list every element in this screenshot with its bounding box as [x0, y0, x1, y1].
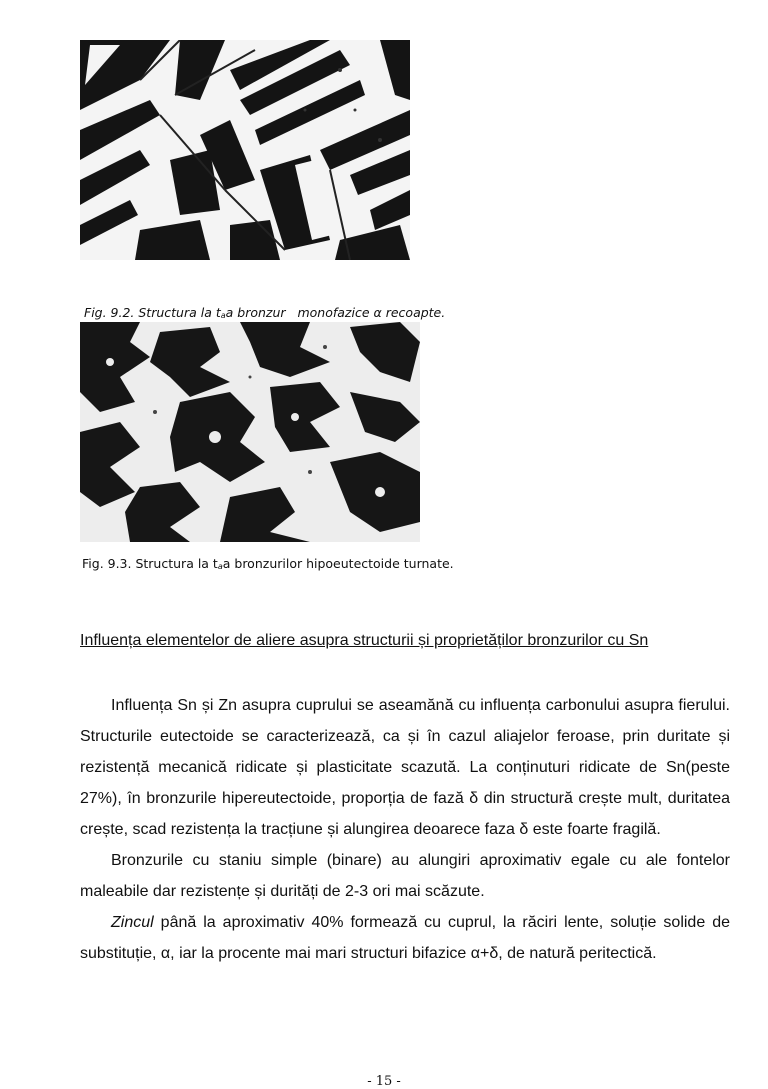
- paragraph: Influența Sn și Zn asupra cuprului se aseamănă cu influența carbonului asupra fierului. Structurile eutectoide se caracterizează, ca și în cazul aliajelor feroase, prin duritate și rezistență mecanică ridicate și plasticitate scazută. La conținuturi ridicate de Sn(peste 27%), în bronzurile hipereutectoide, proporția de fază δ din structură crește mult, duritatea crește, scad rezistența la tracțiune și alungirea deoarece faza δ este foarte fragilă.: [80, 697, 730, 838]
- paragraph-rest: până la aproximativ 40% formează cu cuprul, la răciri lente, soluție solide de substituție, α, iar la procente mai mari structuri bifazice α+δ, de natură peritectică.: [80, 914, 730, 962]
- body-text: [80, 690, 730, 969]
- micrograph-alpha-annealed-image: [80, 40, 410, 260]
- caption-subscript: a: [217, 562, 223, 571]
- italic-term: Zincul: [111, 914, 154, 931]
- caption-subscript: a: [220, 311, 226, 320]
- caption-text: a bronzurilor hipoeutectoide turnate.: [222, 556, 454, 571]
- figure-9-3-caption: [82, 556, 454, 571]
- paragraph: Bronzurile cu staniu simple (binare) au alungiri aproximativ egale cu ale fontelor maleabile dar rezistențe și durități de 2-3 ori mai scăzute.: [80, 852, 730, 900]
- figure-9-2-micrograph: [80, 40, 410, 260]
- figure-9-2-caption: [84, 305, 445, 320]
- micrograph-hypoeutectoid-cast-image: [80, 322, 420, 542]
- section-heading: Influența elementelor de aliere asupra structurii și proprietăților bronzurilor cu Sn: [80, 632, 649, 649]
- caption-text: Fig. 9.3. Structura la t: [82, 556, 218, 571]
- paragraph: [80, 907, 730, 969]
- caption-text: a bronzur monofazice α recoapte.: [225, 305, 446, 320]
- caption-text: Fig. 9.2. Structura la t: [84, 305, 221, 320]
- page-number: - 15 -: [367, 1074, 401, 1089]
- figure-9-3-micrograph: [80, 322, 420, 542]
